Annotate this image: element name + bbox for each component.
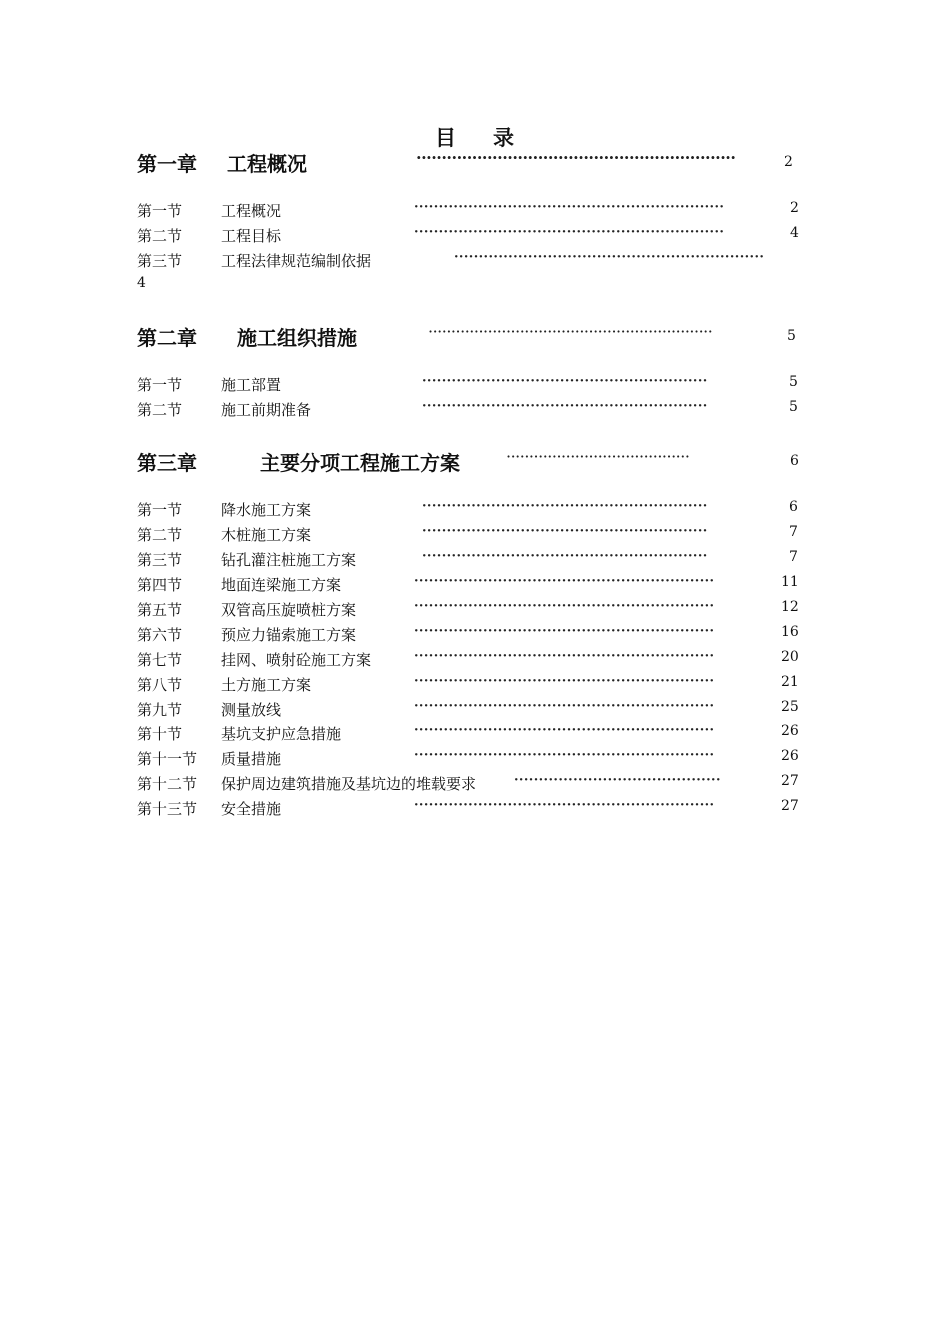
section-page: 20 xyxy=(781,649,799,665)
dot-leader: ····························································· xyxy=(414,624,715,639)
dot-leader: ······························································ xyxy=(428,322,713,341)
toc-section[interactable] xyxy=(0,250,950,276)
dot-leader: ········································ xyxy=(506,447,690,466)
section-title: 地面连梁施工方案 xyxy=(221,576,342,594)
chapter-title: 工程概况 xyxy=(227,152,307,176)
toc-section[interactable] xyxy=(0,798,950,824)
section-page: 6 xyxy=(789,499,798,515)
section-label: 第二节 xyxy=(137,526,183,544)
chapter-page: 6 xyxy=(790,453,799,469)
toc-section[interactable] xyxy=(0,574,950,600)
dot-leader: ····························································· xyxy=(414,674,715,689)
section-title: 基坑支护应急措施 xyxy=(221,725,342,743)
chapter-label: 第二章 xyxy=(137,326,197,350)
dot-leader: ······························································· xyxy=(416,148,736,167)
dot-leader: ····························································· xyxy=(414,798,715,813)
toc-chapter-3[interactable] xyxy=(0,447,950,473)
section-label: 第一节 xyxy=(137,202,183,220)
section-title: 降水施工方案 xyxy=(221,501,312,519)
section-label: 第四节 xyxy=(137,576,183,594)
toc-section[interactable] xyxy=(0,674,950,700)
toc-section-page-wrap xyxy=(0,275,950,301)
section-label: 第十二节 xyxy=(137,775,198,793)
chapter-label: 第一章 xyxy=(137,152,197,176)
chapter-page: 5 xyxy=(787,328,796,344)
dot-leader: ····························································· xyxy=(414,748,715,763)
section-title: 工程概况 xyxy=(221,202,282,220)
chapter-title: 施工组织措施 xyxy=(237,326,357,350)
dot-leader: ····························································· xyxy=(414,574,715,589)
dot-leader: ······························································· xyxy=(414,225,725,240)
section-label: 第九节 xyxy=(137,701,183,719)
section-title: 工程法律规范编制依据 xyxy=(221,252,372,270)
toc-section[interactable] xyxy=(0,624,950,650)
section-page: 26 xyxy=(781,723,799,739)
section-label: 第三节 xyxy=(137,252,183,270)
dot-leader: ····························································· xyxy=(414,599,715,614)
section-label: 第七节 xyxy=(137,651,183,669)
dot-leader: ·························································· xyxy=(422,549,708,564)
section-page: 7 xyxy=(789,524,798,540)
section-title: 施工部置 xyxy=(221,376,282,394)
section-label: 第三节 xyxy=(137,551,183,569)
toc-section[interactable] xyxy=(0,399,950,425)
chapter-page: 2 xyxy=(784,154,793,170)
section-page: 2 xyxy=(790,200,799,216)
section-page: 5 xyxy=(789,374,798,390)
toc-section[interactable] xyxy=(0,549,950,575)
toc-section[interactable] xyxy=(0,524,950,550)
section-label: 第十节 xyxy=(137,725,183,743)
toc-section[interactable] xyxy=(0,499,950,525)
dot-leader: ·························································· xyxy=(422,399,708,414)
toc-section[interactable] xyxy=(0,374,950,400)
section-title: 土方施工方案 xyxy=(221,676,312,694)
section-label: 第六节 xyxy=(137,626,183,644)
section-page: 7 xyxy=(789,549,798,565)
chapter-label: 第三章 xyxy=(137,451,197,475)
section-label: 第二节 xyxy=(137,401,183,419)
section-page: 12 xyxy=(781,599,799,615)
section-page: 4 xyxy=(790,225,799,241)
dot-leader: ······························································· xyxy=(454,250,765,265)
toc-section[interactable] xyxy=(0,649,950,675)
toc-title-left: 目 xyxy=(435,126,457,150)
section-page: 11 xyxy=(781,574,799,590)
section-title: 保护周边建筑措施及基坑边的堆载要求 xyxy=(221,775,477,793)
toc-section[interactable] xyxy=(0,723,950,749)
toc-section[interactable] xyxy=(0,200,950,226)
dot-leader: ·························································· xyxy=(422,524,708,539)
toc-chapter-1[interactable] xyxy=(0,148,950,174)
section-page: 26 xyxy=(781,748,799,764)
toc-section[interactable] xyxy=(0,599,950,625)
dot-leader: ····························································· xyxy=(414,723,715,738)
section-label: 第二节 xyxy=(137,227,183,245)
section-page: 16 xyxy=(781,624,799,640)
chapter-title: 主要分项工程施工方案 xyxy=(260,451,460,475)
section-page: 25 xyxy=(781,699,799,715)
section-page: 4 xyxy=(137,275,146,291)
section-label: 第一节 xyxy=(137,501,183,519)
dot-leader: ····························································· xyxy=(414,699,715,714)
section-title: 质量措施 xyxy=(221,750,282,768)
section-title: 工程目标 xyxy=(221,227,282,245)
toc-section[interactable] xyxy=(0,773,950,799)
section-page: 27 xyxy=(781,773,799,789)
section-title: 双管高压旋喷桩方案 xyxy=(221,601,357,619)
toc-section[interactable] xyxy=(0,225,950,251)
section-title: 挂网、喷射砼施工方案 xyxy=(221,651,372,669)
section-page: 5 xyxy=(789,399,798,415)
section-title: 预应力锚索施工方案 xyxy=(221,626,357,644)
dot-leader: ······························································· xyxy=(414,200,725,215)
toc-section[interactable] xyxy=(0,748,950,774)
section-label: 第八节 xyxy=(137,676,183,694)
section-page: 21 xyxy=(781,674,799,690)
section-label: 第十一节 xyxy=(137,750,198,768)
toc-chapter-2[interactable] xyxy=(0,322,950,348)
section-label: 第五节 xyxy=(137,601,183,619)
section-title: 安全措施 xyxy=(221,800,282,818)
dot-leader: ·························································· xyxy=(422,374,708,389)
section-title: 测量放线 xyxy=(221,701,282,719)
section-title: 施工前期准备 xyxy=(221,401,312,419)
section-title: 钻孔灌注桩施工方案 xyxy=(221,551,357,569)
section-label: 第十三节 xyxy=(137,800,198,818)
section-label: 第一节 xyxy=(137,376,183,394)
toc-title-right: 录 xyxy=(493,126,515,150)
toc-section[interactable] xyxy=(0,699,950,725)
dot-leader: ····························································· xyxy=(414,649,715,664)
dot-leader: ·························································· xyxy=(422,499,708,514)
dot-leader: ·········································· xyxy=(514,773,721,788)
section-title: 木桩施工方案 xyxy=(221,526,312,544)
section-page: 27 xyxy=(781,798,799,814)
